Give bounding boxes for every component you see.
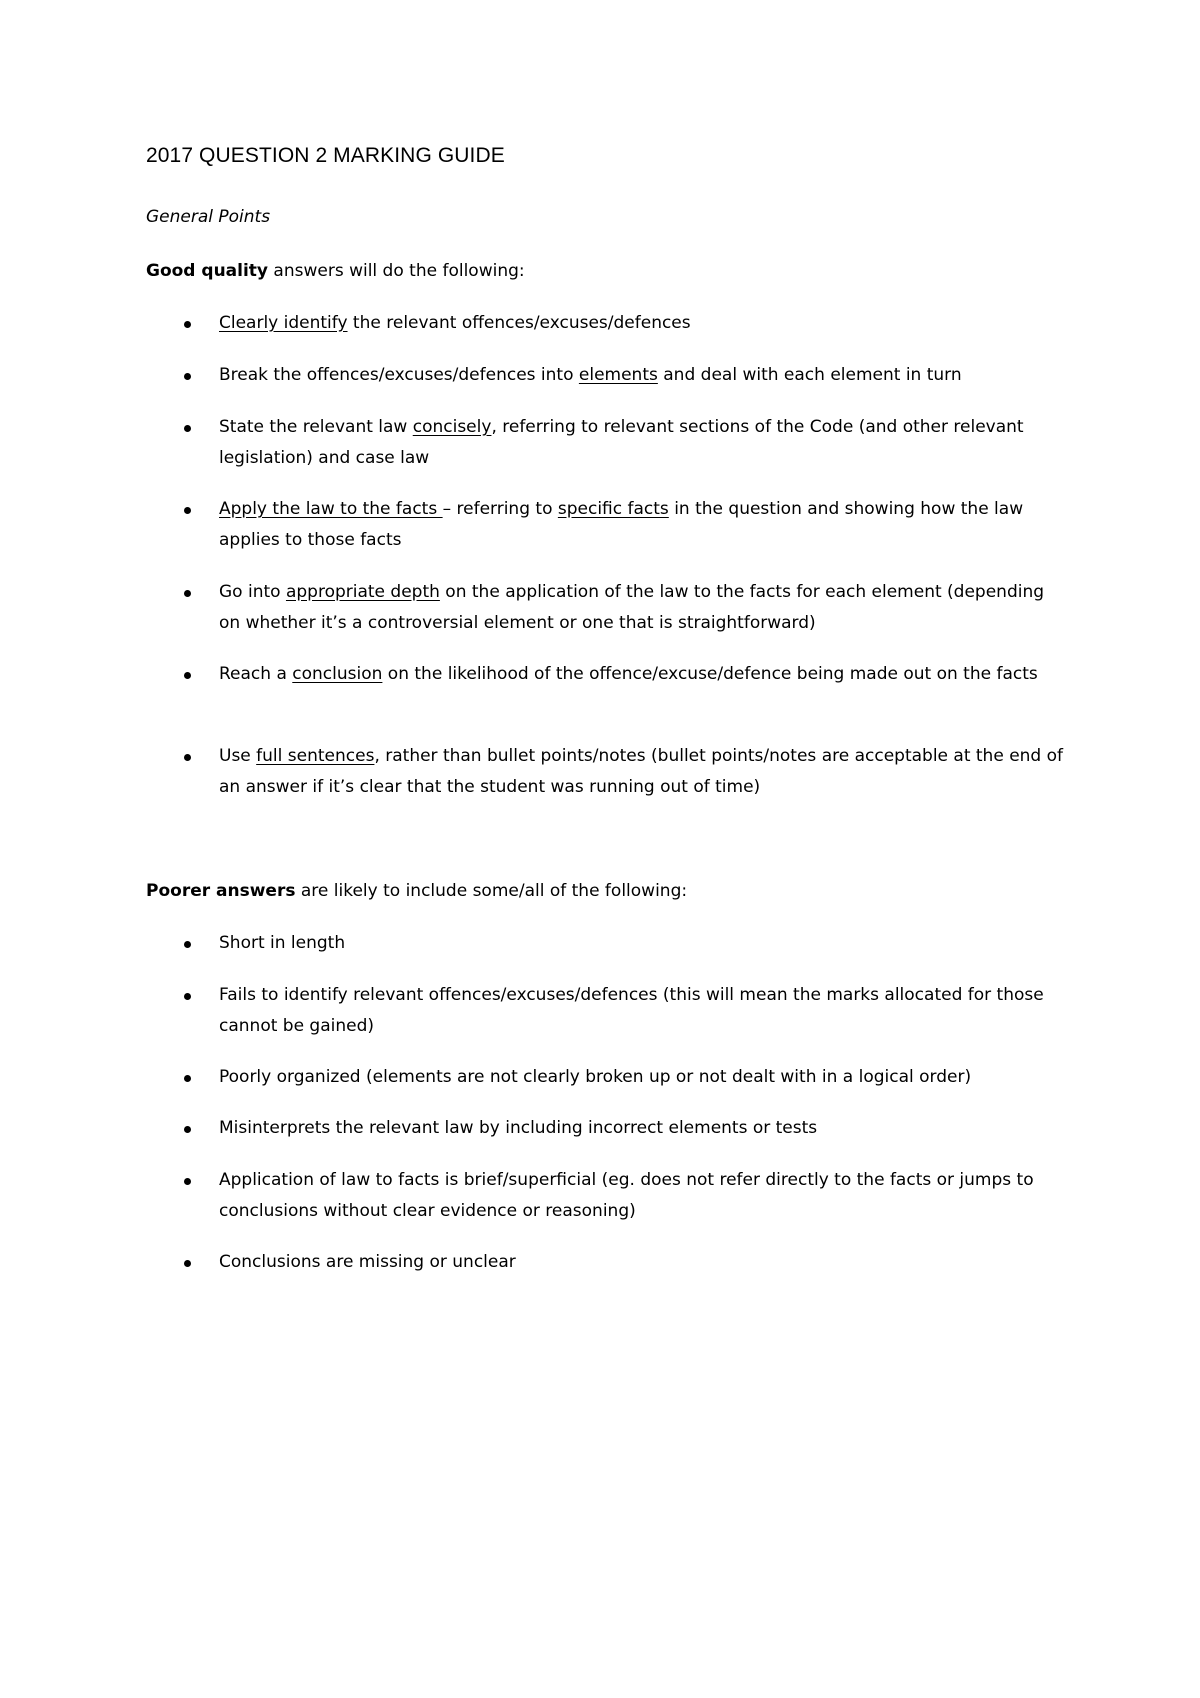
bullet-icon (184, 754, 191, 761)
bullet-icon (184, 321, 191, 328)
poor-answers-intro-text: are likely to include some/all of the following: (295, 881, 688, 901)
list-item-text (219, 360, 1069, 391)
text-run: in the question and showing how the law applies to those facts (219, 499, 1024, 550)
text-run: Break the offences/excuses/defences into (219, 365, 579, 385)
list-item-text (219, 494, 1069, 556)
text-run: Short in length (219, 933, 346, 953)
bullet-icon (184, 993, 191, 1000)
list-item-text (219, 659, 1069, 690)
text-run: Misinterprets the relevant law by including incorrect elements or tests (219, 1118, 818, 1138)
good-answers-intro (146, 261, 525, 281)
text-run: Go into (219, 582, 286, 602)
text-run: Conclusions are missing or unclear (219, 1252, 516, 1272)
section-subheading: General Points (146, 207, 271, 227)
bullet-icon (184, 590, 191, 597)
list-item-text (219, 1113, 1069, 1144)
list-item-text (219, 1247, 1069, 1278)
list-item-text (219, 928, 1069, 959)
underlined-phrase: full sentences (256, 746, 375, 766)
text-run: on the application of the law to the facts for each element (depending on whether it’s a controversial element or one that is straightforward) (219, 582, 1045, 633)
text-run: and deal with each element in turn (657, 365, 962, 385)
list-item-text (219, 308, 1069, 339)
bullet-icon (184, 425, 191, 432)
underlined-phrase: specific facts (557, 499, 669, 519)
text-run: , referring to relevant sections of the Code (and other relevant legislation) and case law (219, 417, 1024, 468)
underlined-phrase: elements (578, 365, 658, 385)
list-item-text (219, 577, 1069, 639)
bullet-icon (184, 1178, 191, 1185)
underlined-phrase: Clearly identify (219, 313, 348, 333)
bullet-icon (184, 941, 191, 948)
list-item-text (219, 412, 1069, 474)
bullet-icon (184, 1260, 191, 1267)
text-run: on the likelihood of the offence/excuse/defence being made out on the facts (382, 664, 1038, 684)
list-item-text (219, 1062, 1069, 1093)
text-run: Application of law to facts is brief/superficial (eg. does not refer directly to the facts or jumps to conclusions without clear evidence or reasoning) (219, 1170, 1034, 1221)
bullet-icon (184, 1075, 191, 1082)
list-item-text (219, 741, 1069, 803)
list-item-text (219, 980, 1069, 1042)
good-answers-intro-text: answers will do the following: (268, 261, 525, 281)
text-run: Fails to identify relevant offences/excuses/defences (this will mean the marks allocated for those cannot be gained) (219, 985, 1044, 1036)
bullet-icon (184, 672, 191, 679)
text-run: , rather than bullet points/notes (bullet points/notes are acceptable at the end of an answer if it’s clear that the student was running out of time) (219, 746, 1064, 797)
underlined-phrase: appropriate depth (285, 582, 440, 602)
text-run: Poorly organized (elements are not clearly broken up or not dealt with in a logical order) (219, 1067, 972, 1087)
bullet-icon (184, 507, 191, 514)
text-run: State the relevant law (219, 417, 413, 437)
poor-answers-intro-bold: Poorer answers (146, 881, 296, 901)
text-run: Reach a (219, 664, 293, 684)
good-answers-intro-bold: Good quality (146, 261, 269, 281)
bullet-icon (184, 1126, 191, 1133)
text-run: – referring to (442, 499, 558, 519)
text-run: Use (219, 746, 257, 766)
poor-answers-intro (146, 881, 687, 901)
text-run: the relevant offences/excuses/defences (347, 313, 691, 333)
underlined-phrase: conclusion (292, 664, 383, 684)
list-item-text (219, 1165, 1069, 1227)
document-title: 2017 QUESTION 2 MARKING GUIDE (146, 144, 505, 167)
underlined-phrase: concisely (412, 417, 492, 437)
underlined-phrase: Apply the law to the facts (219, 499, 443, 519)
bullet-icon (184, 373, 191, 380)
